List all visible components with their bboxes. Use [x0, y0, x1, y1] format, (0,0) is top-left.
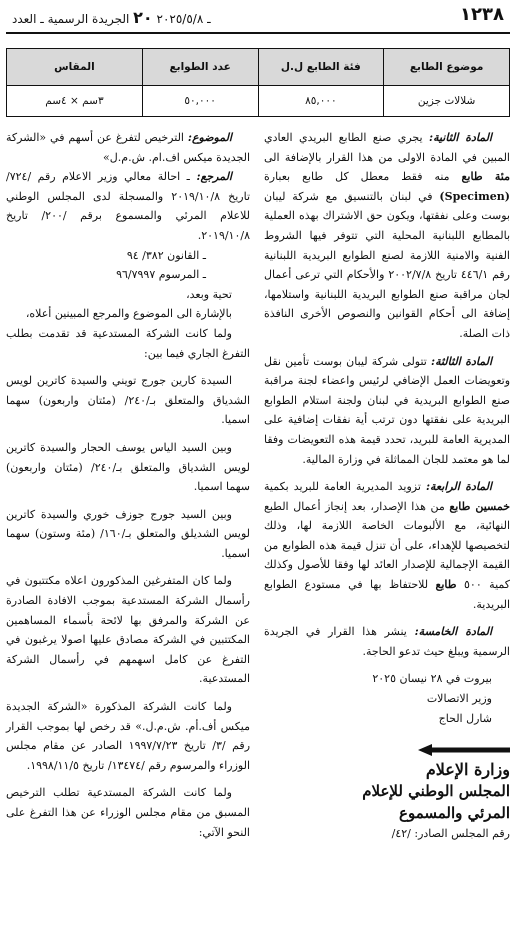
table-header-row [7, 49, 510, 86]
article-2-text: منه فقط معطل كل طابع بعبارة [264, 170, 462, 184]
article-4 [264, 477, 510, 614]
article-5-label: المادة الخامسة: [414, 625, 493, 639]
article-4-bold: خمسين طابع [449, 499, 510, 513]
article-3-text: تتولى شركة ليبان بوست تأمين نقل وتعويضات العمل الإضافي لرئيس واعضاء لجنة مراقبة صنع الطوابع البريدية في لبنان ولجنة استلام الطوابع البريدية على نفقتها دون ترتب أية نفقات إضافية على المديرية العامة للبريد، تحدد قيمة هذه التعويضات وفقا لما هو معتمد للجان المماثلة في وزارة المالية. [264, 354, 510, 466]
paragraph: ولما كان المتفرغين المذكورون اعلاه مكتتبون في رأسمال الشركة المستدعية بموجب الافادة الصادرة عن الشركة والمرفق بها لائحة بأسماء المساهمين المكتتبين في الشركة مصادق عليها اصولا يرغبون في التفرغ عن كامل اسهمهم في رأسمال الشركة المستدعية. [6, 574, 250, 686]
article-4-label: المادة الرابعة: [425, 480, 492, 494]
paragraph: بالإشارة الى الموضوع والمرجع المبينين أعلاه، [25, 307, 232, 321]
table-cell: ٣سم × ٤سم [7, 86, 143, 117]
article-3 [264, 352, 510, 470]
table-header: فئة الطابع ل.ل [258, 49, 384, 86]
article-4-text: للاحتفاظ بها في مستودع الطوابع البريدية. [264, 578, 510, 611]
reference [6, 167, 250, 245]
greeting: تحية وبعد، [186, 287, 232, 301]
article-4-text: تزويد المديرية العامة للبريد بكمية [264, 480, 426, 494]
article-2-label: المادة الثانية: [429, 131, 492, 144]
table-cell: شلالات جزين [384, 86, 510, 117]
article-2-specimen: (Specimen) [439, 189, 510, 203]
subject-text: الترخيص لتفرغ عن أسهم في «الشركة الجديدة ميكس اف.ام. ش.م.ل» [6, 131, 250, 164]
arrow-icon [418, 744, 510, 756]
paragraph: وبين السيد الياس يوسف الحجار والسيدة كاترين لويس الشدياق والمتعلق بـ/٢٤٠/ (مئتان واربعون) سهما اسميا. [6, 440, 250, 494]
right-column [264, 128, 510, 843]
issue-number: ٢٠ [133, 8, 153, 27]
minister-name: شارل الحاج [438, 711, 492, 725]
article-5-text: ينشر هذا القرار في الجريدة الرسمية ويبلغ حيث تدعو الحاجة. [264, 625, 510, 658]
paragraph: ولما كانت الشركة المستدعية قد تقدمت بطلب التفرغ الجاري فيما بين: [6, 326, 250, 360]
page-header [6, 2, 510, 34]
article-2 [264, 128, 510, 344]
article-5 [264, 622, 510, 661]
table-header: المقاس [7, 49, 143, 86]
article-2-bold: مئة طابع [461, 170, 510, 184]
table-header: موضوع الطابع [384, 49, 510, 86]
article-4-bold: طابع [435, 578, 457, 592]
publication-name: الجريدة الرسمية ـ العدد [12, 12, 130, 26]
council-line-2: المرئي والمسموع [399, 803, 510, 822]
page-number: ١٢٣٨ [460, 4, 504, 25]
council-line-1: المجلس الوطني للإعلام [362, 781, 510, 800]
table-cell: ٥٠,٠٠٠ [142, 86, 258, 117]
reference-text: ـ احالة معالي وزير الاعلام رقم /٧٢٤/ تاريخ ٢٠١٩/١٠/٨ والمسجلة لدى المجلس الوطني للاعلام المرئي والمسموع برقم /٢٠٠/ تاريخ ٢٠١٩/١٠/٨. [6, 170, 251, 242]
ministry-block [264, 744, 510, 843]
issue-date: ـ ٢٠٢٥/٥/٨ [156, 12, 211, 26]
table-header: عدد الطوابع [142, 49, 258, 86]
article-2-text: يجري صنع الطابع البريدي العادي المبين في المادة الاولى من هذا القرار بالإضافة الى [264, 131, 510, 164]
paragraph: السيدة كارين جورج تويني والسيدة كاترين لويس الشدياق والمتعلق بـ/٢٤٠/ (مئتان واربعون) سهما اسميا. [6, 374, 250, 427]
law-ref: ـ القانون ٣٨٢/ ٩٤ [126, 248, 206, 262]
table-row [7, 86, 510, 117]
article-2-text: في لبنان بالتنسيق مع شركة ليبان بوست وعلى نفقتها، ويكون حق الاشتراك بهذه العملية بالمطابع اللبنانية المحلية التي تتوفر فيها الشروط الفنية والامنية اللازمة لصنع الطوابع البريدية اللبنانية رقم ٤٤٦/١ تاريخ ٢٠٠٢/٧/٨ والأحكام التي ترعى أعمال لجان مراقبة صنع الطوابع البريدية اللبنانية واستلامها، إضافة الى أحكام القوانين والنصوص الأخرى النافذة ذات الصلة. [264, 189, 510, 340]
paragraph: ولما كانت الشركة المستدعية تطلب الترخيص المسبق من مقام مجلس الوزراء عن هذا التفرغ على النحو الآتي: [6, 786, 250, 839]
table-cell: ٨٥,٠٠٠ [258, 86, 384, 117]
ministry-title: وزارة الإعلام [425, 760, 510, 780]
decree-ref: ـ المرسوم ٩٦/٧٩٩٧ [116, 268, 206, 282]
article-3-label: المادة الثالثة: [431, 354, 492, 368]
left-column [6, 128, 250, 842]
paragraph: وبين السيد جورج جوزف خوري والسيدة كاترين لويس الشديلق والمتعلق بـ/١٦٠/ (مئة وستون) سهما اسميا. [6, 507, 250, 560]
publication-line [12, 8, 211, 27]
paragraph: ولما كانت الشركة المذكورة «الشركة الجديدة ميكس أف.أم. ش.م.ل.» قد رخص لها بموجب القرار رقم /٣/ تاريخ ١٩٩٧/٧/٢٣ الصادر عن مقام مجلس الوزراء والمرسوم رقم /١٣٤٧٤/ تاريخ ١٩٩٨/١١/٥. [6, 700, 250, 772]
council-number: رقم المجلس الصادر: /٤٢/ [391, 826, 510, 840]
reference-label: المرجع: [196, 170, 232, 184]
article-4-text: من هذا الإصدار، بعد إنجاز أعمال الطبع النهائية، مع الألبومات الخاصة اللازمة لها، وذلك لتخصيصها للإهداء، على أن تنزل قيمة هذه الطوابع من القيمة الإجمالية للإصدار العائد لها وفقا للأصول وكذلك كمية ٥٠٠ [264, 499, 510, 592]
minister-title: وزير الاتصالات [426, 692, 492, 706]
subject [6, 128, 250, 167]
stamp-table [6, 48, 510, 117]
subject-label: الموضوع: [187, 131, 232, 144]
place-date: بيروت في ٢٨ نيسان ٢٠٢٥ [372, 672, 492, 686]
